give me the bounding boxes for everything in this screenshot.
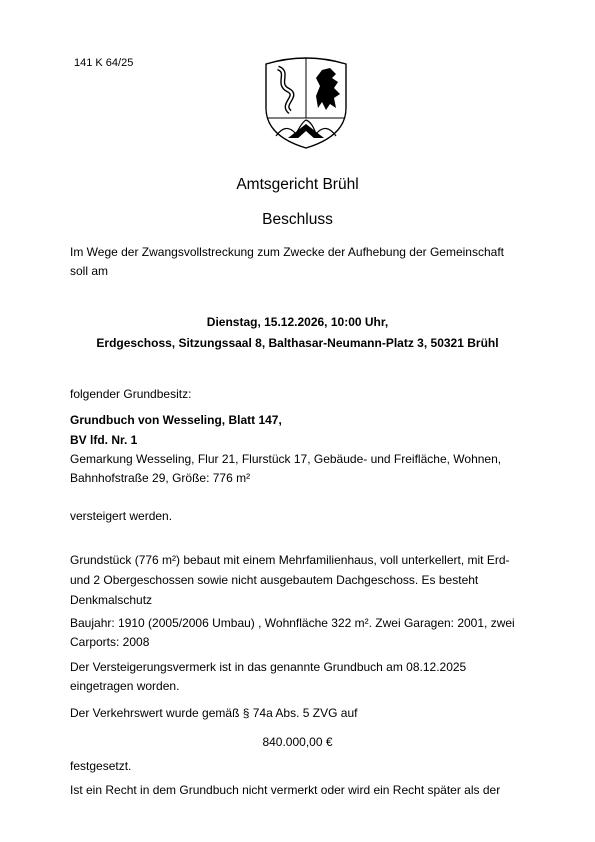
valuation-intro: Der Verkehrswert wurde gemäß § 74a Abs. 5 ZVG auf [70,706,358,720]
building-details-line-2: Carports: 2008 [70,635,150,649]
property-intro: folgender Grundbesitz: [70,387,192,401]
coat-of-arms-emblem [256,50,356,150]
intro-line-1: Im Wege der Zwangsvollstreckung zum Zwecke der Aufhebung der Gemeinschaft [70,245,504,259]
building-description-line-2: und 2 Obergeschossen sowie nicht ausgebautem Dachgeschoss. Es besteht [70,573,479,587]
building-description-line-3: Denkmalschutz [70,593,153,607]
building-details-line-1: Baujahr: 1910 (2005/2006 Umbau) , Wohnfläche 322 m². Zwei Garagen: 2001, zwei [70,616,515,630]
appointment-date: Dienstag, 15.12.2026, 10:00 Uhr, [206,315,389,329]
land-register-entry: BV lfd. Nr. 1 [70,433,138,447]
land-register-title: Grundbuch von Wesseling, Blatt 147, [70,413,282,427]
file-number: 141 K 64/25 [74,57,134,69]
closing-text: Ist ein Recht in dem Grundbuch nicht vermerkt oder wird ein Recht später als der [70,783,501,797]
court-name: Amtsgericht Brühl [236,176,359,193]
building-description-line-1: Grundstück (776 m²) bebaut mit einem Mehrfamilienhaus, voll unterkellert, mit Erd- [70,553,510,567]
property-description-line-2: Bahnhofstraße 29, Größe: 776 m² [70,471,251,485]
valuation-outro: festgesetzt. [70,759,132,773]
property-description-line-1: Gemarkung Wesseling, Flur 21, Flurstück 17, Gebäude- und Freifläche, Wohnen, [70,452,502,466]
auction-phrase: versteigert werden. [70,509,173,523]
document-title: Beschluss [262,211,333,228]
valuation-amount: 840.000,00 € [262,735,333,749]
appointment-location: Erdgeschoss, Sitzungssaal 8, Balthasar-Neumann-Platz 3, 50321 Brühl [96,336,499,350]
intro-line-2: soll am [70,264,109,278]
registration-note-line-2: eingetragen worden. [70,679,180,693]
registration-note-line-1: Der Versteigerungsvermerk ist in das genannte Grundbuch am 08.12.2025 [70,660,467,674]
